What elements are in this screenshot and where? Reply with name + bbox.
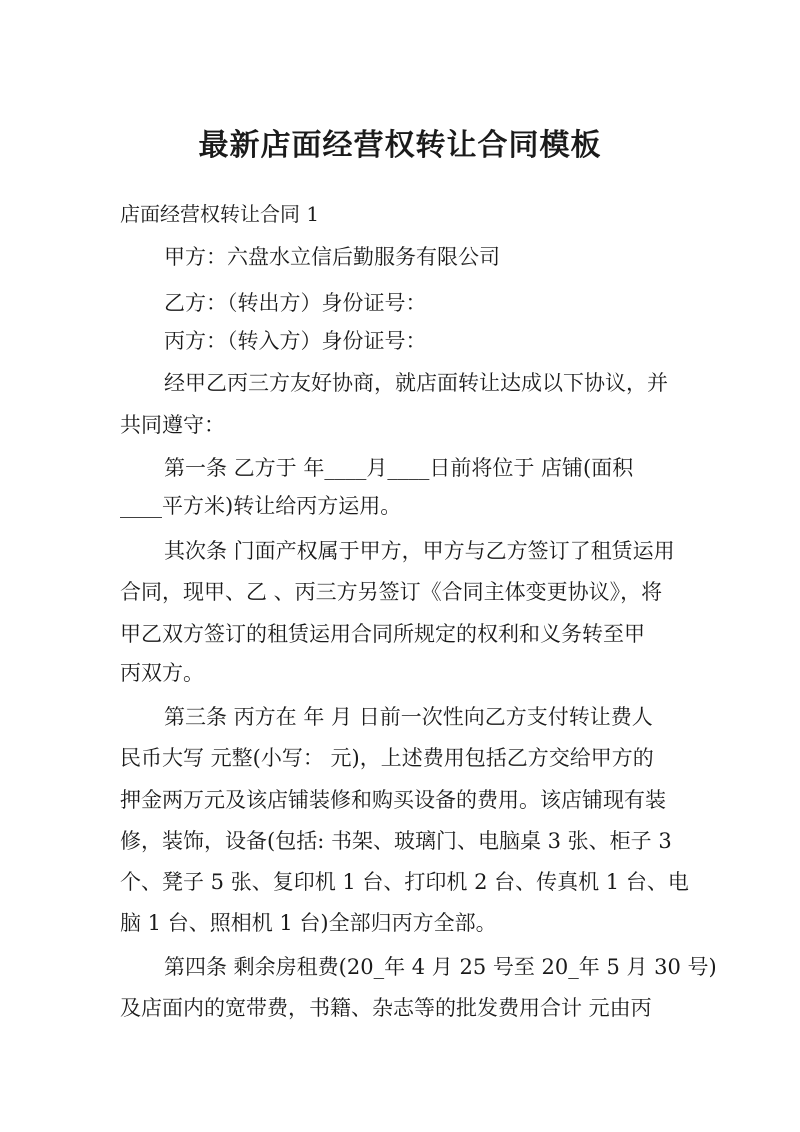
contract-subtitle: 店面经营权转让合同 1 <box>120 202 320 226</box>
document-title: 最新店面经营权转让合同模板 <box>198 128 602 163</box>
paragraph-line: 脑 1 台、照相机 1 台)全部归丙方全部。 <box>120 911 497 935</box>
paragraph-line: 押金两万元及该店铺装修和购买设备的费用。该店铺现有装 <box>120 788 666 812</box>
paragraph-line: 第一条 乙方于 年____月____日前将位于 店铺(面积 <box>164 456 634 480</box>
paragraph-line: 修，装饰，设备(包括: 书架、玻璃门、电脑桌 3 张、柜子 3 <box>120 829 672 853</box>
paragraph-line: 第三条 丙方在 年 月 日前一次性向乙方支付转让费人 <box>164 705 653 729</box>
party-a-line: 甲方：六盘水立信后勤服务有限公司 <box>164 245 500 269</box>
paragraph-line: 共同遵守： <box>120 413 225 437</box>
paragraph-line: 其次条 门面产权属于甲方，甲方与乙方签订了租赁运用 <box>164 539 675 563</box>
paragraph-line: 甲乙双方签订的租赁运用合同所规定的权利和义务转至甲 <box>120 622 645 646</box>
paragraph-line: 丙双方。 <box>120 661 204 685</box>
party-b-line: 乙方：（转出方）身份证号： <box>164 291 427 315</box>
paragraph-line: 民币大写 元整(小写： 元)，上述费用包括乙方交给甲方的 <box>120 746 654 770</box>
paragraph-line: 经甲乙丙三方友好协商，就店面转让达成以下协议，并 <box>164 371 668 395</box>
paragraph-line: 第四条 剩余房租费(20_年 4 月 25 号至 20_年 5 月 30 号) <box>164 955 717 979</box>
paragraph-line: 个、凳子 5 张、复印机 1 台、打印机 2 台、传真机 1 台、电 <box>120 870 689 894</box>
paragraph-line: ____平方米)转让给丙方运用。 <box>120 494 402 518</box>
paragraph-line: 及店面内的宽带费，书籍、杂志等的批发费用合计 元由丙 <box>120 996 652 1020</box>
party-c-line: 丙方：（转入方）身份证号： <box>164 329 427 353</box>
paragraph-line: 合同，现甲、乙 、丙三方另签订《合同主体变更协议》，将 <box>120 580 663 604</box>
